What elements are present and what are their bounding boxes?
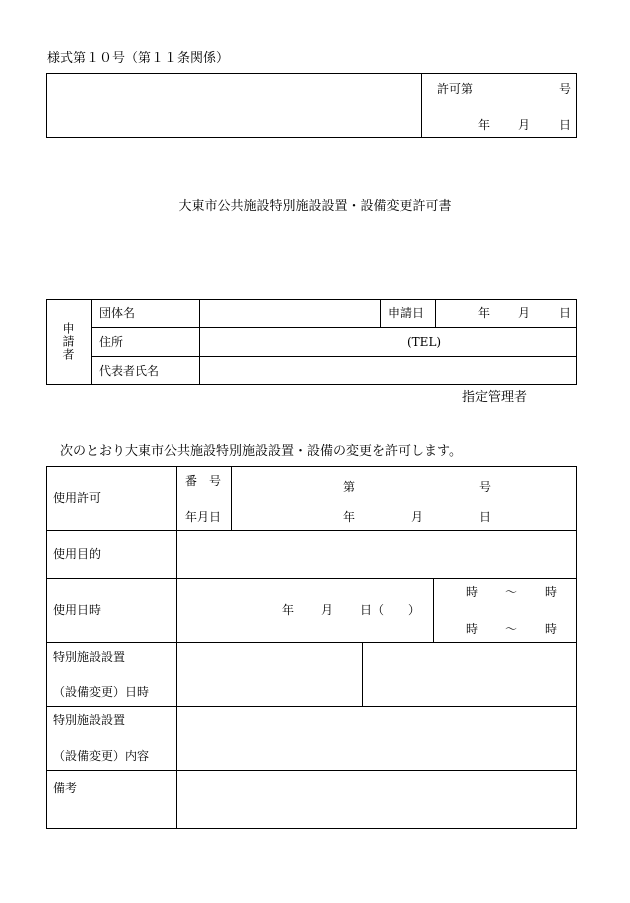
usage-table bbox=[46, 466, 577, 829]
special-datetime-label-1: 特別施設設置 bbox=[53, 650, 126, 664]
permit-year: 年 bbox=[478, 118, 491, 132]
app-date-label: 申請日 bbox=[388, 306, 425, 320]
special-datetime-label-2: （設備変更）日時 bbox=[53, 685, 150, 699]
permit-no-suffix: 号 bbox=[559, 82, 572, 96]
permission-statement: 次のとおり大東市公共施設特別施設設置・設備の変更を許可します。 bbox=[60, 444, 462, 459]
usage-permit-label: 使用許可 bbox=[53, 491, 102, 505]
datetime-year: 年 bbox=[282, 603, 295, 617]
date-label: 年月日 bbox=[185, 510, 222, 524]
permit-no-prefix: 許可第 bbox=[437, 82, 474, 96]
tel-label: (TEL) bbox=[407, 335, 442, 349]
usage-permit-month: 月 bbox=[411, 510, 424, 524]
datetime-label: 使用日時 bbox=[53, 603, 102, 617]
usage-permit-dai: 第 bbox=[343, 480, 356, 494]
usage-permit-day: 日 bbox=[479, 510, 492, 524]
usage-permit-year: 年 bbox=[343, 510, 356, 524]
remarks-label: 備考 bbox=[53, 781, 78, 795]
special-content-label-1: 特別施設設置 bbox=[53, 713, 126, 727]
time-end-hour-1: 時 bbox=[545, 585, 558, 599]
special-content-label-2: （設備変更）内容 bbox=[53, 749, 150, 763]
time-end-hour-2: 時 bbox=[545, 622, 558, 636]
address-label: 住所 bbox=[99, 335, 124, 349]
form-number: 様式第１０号（第１１条関係） bbox=[47, 51, 230, 66]
permit-header-box bbox=[46, 73, 577, 138]
number-label: 番 号 bbox=[185, 474, 222, 488]
usage-permit-go: 号 bbox=[479, 480, 492, 494]
permit-day: 日 bbox=[559, 118, 572, 132]
document-title: 大東市公共施設特別施設設置・設備変更許可書 bbox=[178, 199, 452, 214]
app-month: 月 bbox=[518, 306, 531, 320]
app-day: 日 bbox=[559, 306, 572, 320]
app-year: 年 bbox=[478, 306, 491, 320]
time-tilde-2: ～ bbox=[505, 622, 518, 636]
permit-month: 月 bbox=[518, 118, 531, 132]
purpose-label: 使用目的 bbox=[53, 547, 102, 561]
datetime-day-weekday: 日（ ） bbox=[360, 603, 421, 617]
time-tilde-1: ～ bbox=[505, 585, 518, 599]
time-start-hour-1: 時 bbox=[466, 585, 479, 599]
org-name-label: 団体名 bbox=[99, 306, 136, 320]
time-start-hour-2: 時 bbox=[466, 622, 479, 636]
representative-label: 代表者氏名 bbox=[99, 364, 160, 378]
applicant-section-label: 申請者 bbox=[61, 322, 75, 361]
datetime-month: 月 bbox=[321, 603, 334, 617]
designated-manager: 指定管理者 bbox=[462, 390, 528, 405]
